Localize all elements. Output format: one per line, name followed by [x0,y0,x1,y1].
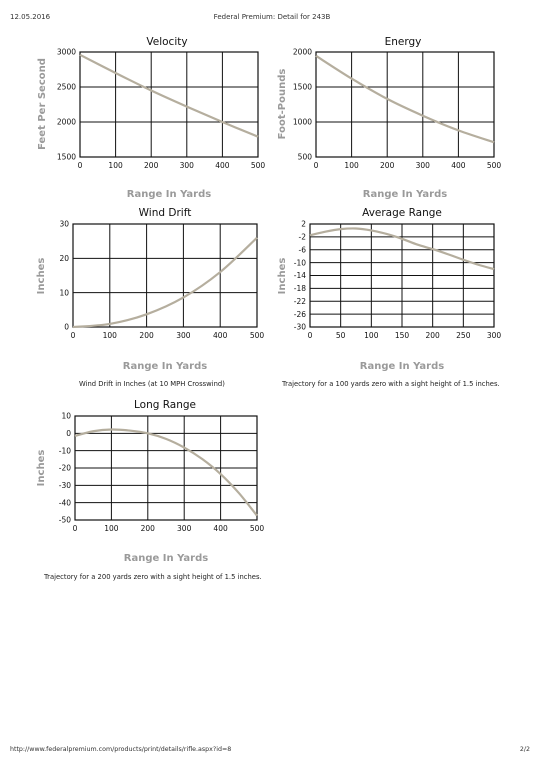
x-tick-label: 400 [213,331,228,340]
x-tick-label: 100 [364,331,379,340]
y-tick-label: -50 [58,515,71,525]
y-tick-label: -10 [293,258,306,268]
x-tick-label: 200 [144,161,159,170]
x-tick-label: 0 [77,161,83,170]
y-tick-label: -30 [293,322,306,332]
y-tick-label: 3000 [56,47,76,57]
y-tick-label: 20 [59,254,69,264]
chart-title: Average Range [362,207,442,219]
x-axis-label: Range In Yards [122,361,208,372]
x-tick-label: 300 [415,161,430,170]
y-tick-label: 1000 [292,117,312,127]
y-tick-label: 10 [59,288,69,298]
x-tick-label: 200 [140,524,155,533]
x-axis-label: Range In Yards [126,189,212,200]
x-tick-label: 500 [249,331,265,340]
x-tick-label: 0 [307,331,313,340]
x-tick-label: 300 [486,331,502,340]
y-tick-label: 10 [61,411,71,421]
x-tick-label: 400 [451,161,466,170]
x-tick-label: 300 [176,331,191,340]
y-tick-label: 1500 [56,152,76,162]
y-tick-label: -20 [58,463,71,473]
y-tick-label: -22 [293,296,306,306]
y-axis-label: Feet Per Second [37,58,48,150]
x-axis-label: Range In Yards [123,553,209,564]
x-tick-label: 200 [425,331,440,340]
x-tick-label: 300 [177,524,192,533]
wind-drift-caption: Wind Drift in Inches (at 10 MPH Crosswind) [79,380,225,388]
x-tick-label: 400 [215,161,230,170]
y-tick-label: -2 [298,232,306,242]
y-tick-label: 30 [59,219,69,229]
chart-title: Energy [384,36,422,48]
x-tick-label: 100 [344,161,359,170]
x-tick-label: 100 [102,331,117,340]
x-tick-label: 500 [249,524,265,533]
y-tick-label: -10 [58,446,71,456]
x-tick-label: 500 [486,161,502,170]
y-tick-label: 500 [297,152,312,162]
x-tick-label: 0 [70,331,76,340]
footer-page-number: 2/2 [519,746,530,753]
y-tick-label: -6 [298,245,306,255]
long-range-caption: Trajectory for a 200 yards zero with a sight height of 1.5 inches. [44,573,262,581]
y-axis-label: Foot-Pounds [277,68,288,140]
y-tick-label: 2000 [292,47,312,57]
x-tick-label: 100 [108,161,123,170]
y-tick-label: 0 [66,429,71,439]
y-axis-label: Inches [36,449,47,487]
x-tick-label: 100 [104,524,119,533]
y-tick-label: 1500 [292,82,312,92]
y-tick-label: 2000 [56,117,76,127]
y-tick-label: -40 [58,498,71,508]
footer-url: http://www.federalpremium.com/products/print/details/rifle.aspx?id=8 [10,746,232,753]
average-range-caption: Trajectory for a 100 yards zero with a sight height of 1.5 inches. [282,380,500,388]
chart-title: Long Range [133,399,197,411]
y-tick-label: 0 [64,322,69,332]
x-axis-label: Range In Yards [359,361,445,372]
y-tick-label: -14 [293,271,306,281]
y-tick-label: 2 [301,219,306,229]
y-tick-label: -26 [293,309,306,319]
y-tick-label: 2500 [56,82,76,92]
x-axis-label: Range In Yards [362,189,448,200]
x-tick-label: 400 [213,524,228,533]
x-tick-label: 200 [380,161,395,170]
chart-title: Wind Drift [138,207,192,219]
header-date: 12.05.2016 [10,13,51,21]
header-title: Federal Premium: Detail for 243B [213,13,331,21]
x-tick-label: 50 [335,331,346,340]
y-tick-label: -30 [58,481,71,491]
x-tick-label: 250 [456,331,471,340]
x-tick-label: 200 [139,331,154,340]
x-tick-label: 150 [394,331,410,340]
x-tick-label: 300 [179,161,194,170]
y-axis-label: Inches [36,257,47,295]
chart-title: Velocity [146,36,188,48]
y-axis-label: Inches [277,257,288,295]
y-tick-label: -18 [293,284,306,294]
x-tick-label: 0 [313,161,319,170]
x-tick-label: 0 [72,524,78,533]
x-tick-label: 500 [250,161,266,170]
